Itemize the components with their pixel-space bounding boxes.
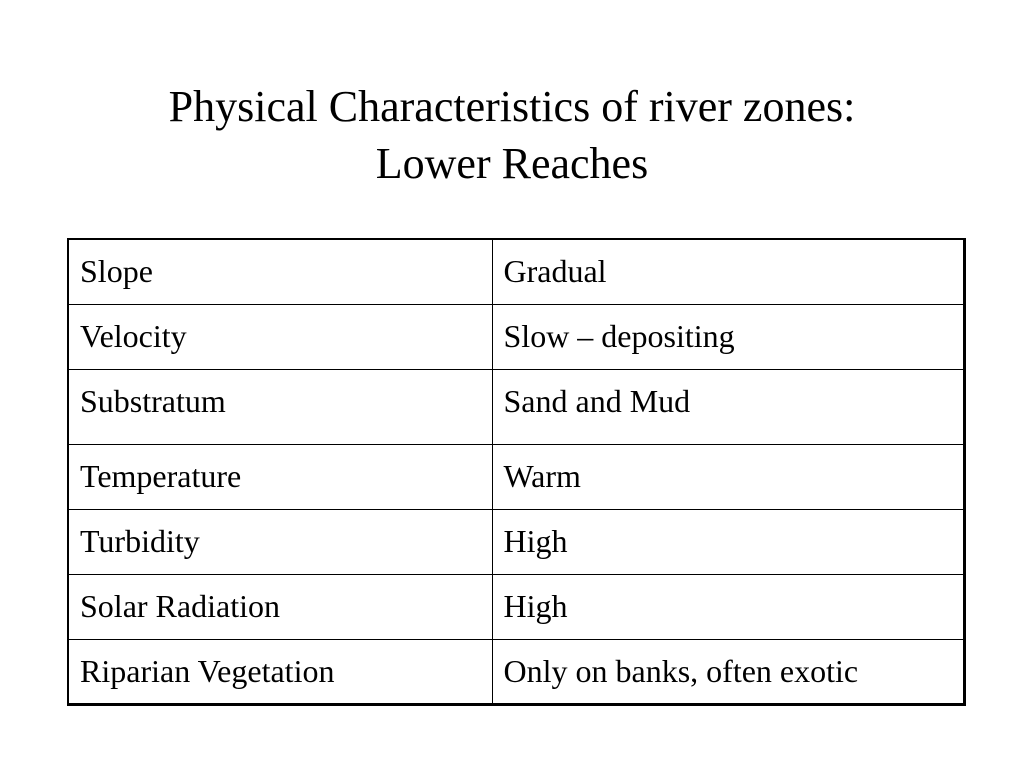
property-cell (68, 444, 492, 509)
property-value: Only on banks, often exotic (503, 652, 859, 689)
table-row (68, 304, 965, 369)
property-value: Gradual (503, 253, 607, 289)
table-row (68, 444, 965, 509)
characteristics-table (67, 238, 966, 706)
slide-title-line-2: Lower Reaches (375, 139, 649, 188)
value-cell (492, 639, 965, 704)
property-label: Riparian Vegetation (80, 652, 335, 689)
value-cell (492, 369, 965, 444)
property-cell (68, 639, 492, 704)
value-cell (492, 304, 965, 369)
table-row (68, 239, 965, 304)
property-value: Slow – depositing (503, 317, 735, 354)
property-label: Solar Radiation (80, 587, 280, 624)
table-row (68, 574, 965, 639)
property-label: Turbidity (80, 522, 200, 559)
value-cell (492, 574, 965, 639)
value-cell (492, 239, 965, 304)
property-label: Temperature (80, 457, 242, 494)
property-cell (68, 239, 492, 304)
value-cell (492, 444, 965, 509)
property-value: Warm (503, 457, 581, 494)
table-row (68, 639, 965, 704)
property-value: Sand and Mud (503, 382, 691, 419)
property-value: High (503, 587, 568, 624)
property-label: Substratum (80, 382, 226, 419)
property-cell (68, 369, 492, 444)
slide-title (0, 78, 1024, 192)
value-cell (492, 509, 965, 574)
table-row (68, 509, 965, 574)
table-row (68, 369, 965, 444)
property-cell (68, 509, 492, 574)
property-label: Velocity (80, 317, 187, 354)
property-cell (68, 574, 492, 639)
property-label: Slope (80, 253, 153, 289)
slide-title-line-1: Physical Characteristics of river zones: (168, 82, 856, 131)
property-cell (68, 304, 492, 369)
property-value: High (503, 522, 568, 559)
